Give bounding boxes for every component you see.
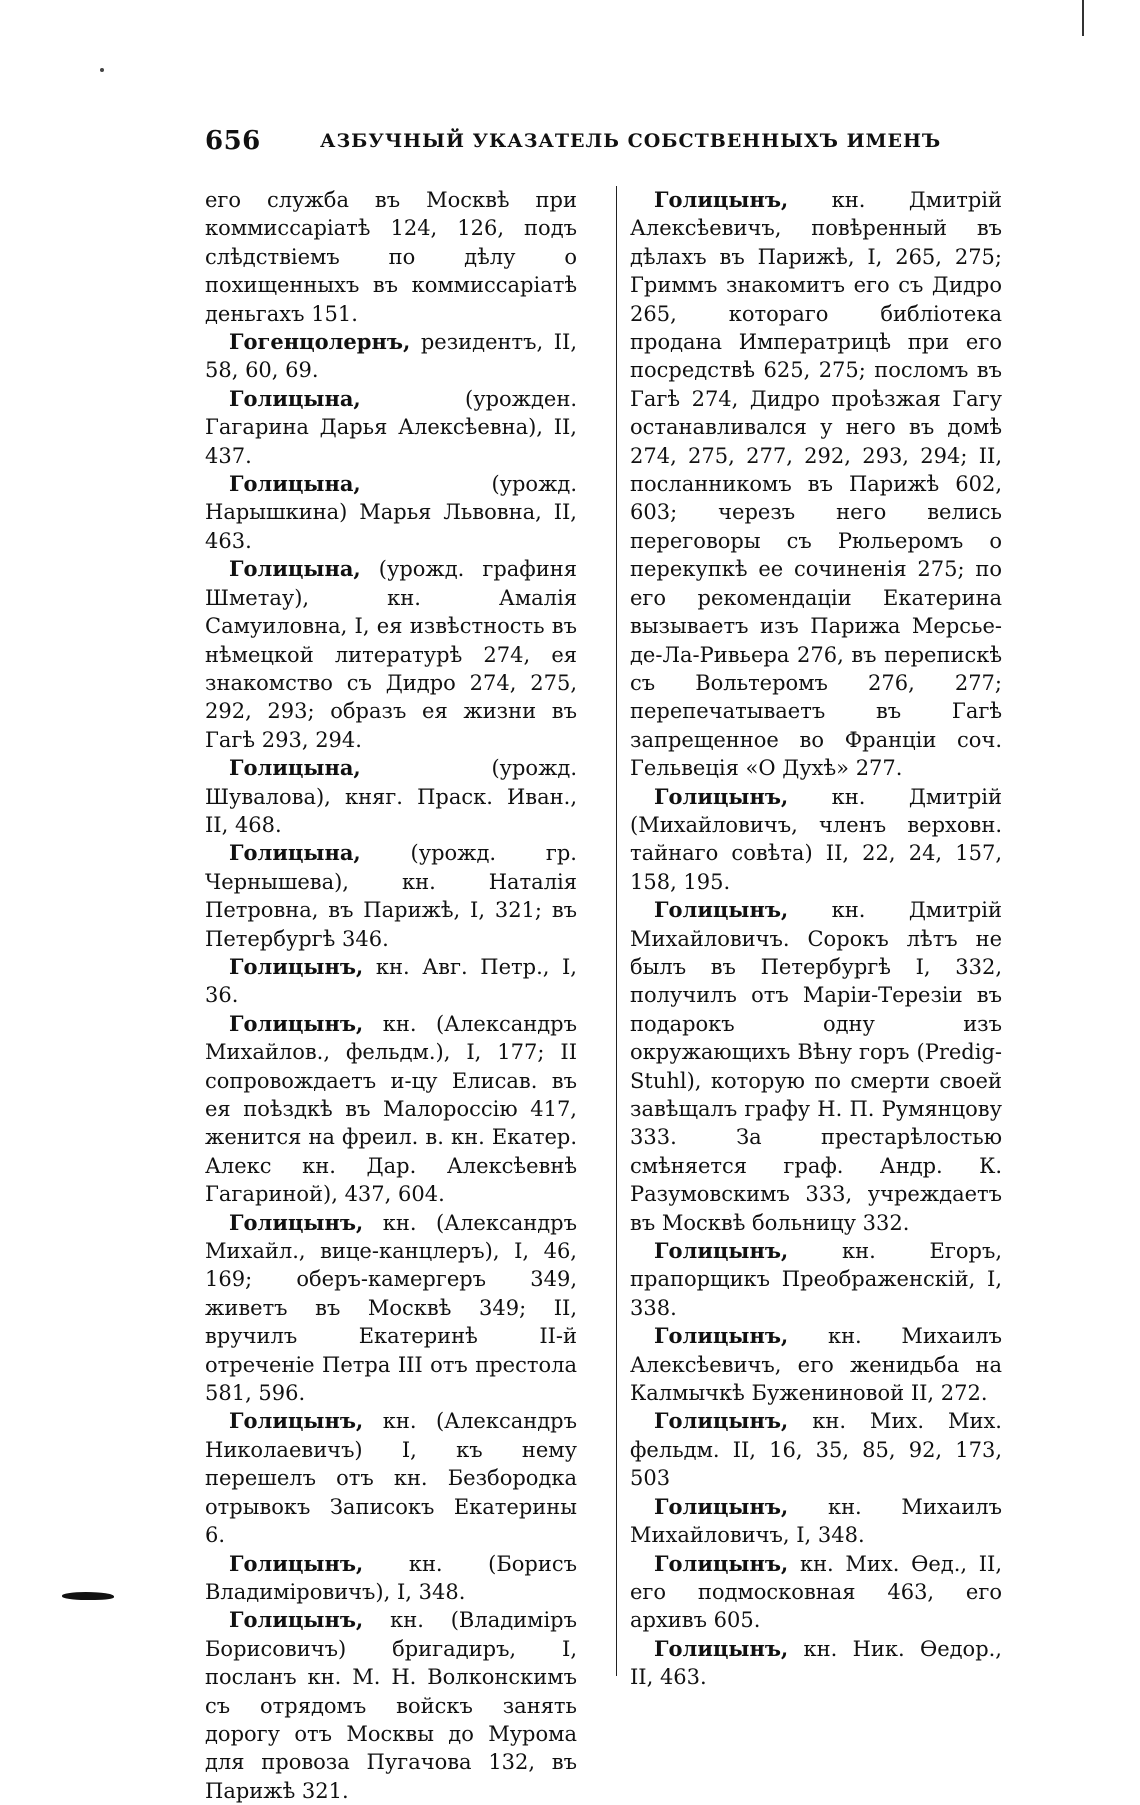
- index-entry: [205, 1209, 577, 1408]
- entry-text: (урожд. графиня Шметау), кн. Амалія Самуиловна, I, ея извѣстность въ нѣмецкой литературѣ 274, ея знакомство съ Дидро 274, 275, 292, 293; образъ ея жизни въ Гагѣ 293, 294.: [205, 557, 577, 752]
- entry-headword: Голицынъ,: [654, 783, 789, 809]
- entry-headword: Голицынъ,: [229, 953, 364, 979]
- index-entry: [630, 1407, 1002, 1492]
- column-divider: [616, 186, 617, 1676]
- index-entry: [205, 186, 577, 328]
- entry-headword: Голицына,: [229, 471, 361, 497]
- entry-headword: Голицынъ,: [654, 897, 789, 923]
- index-entry: [630, 1550, 1002, 1635]
- index-entry: [630, 896, 1002, 1237]
- entry-headword: Голицынъ,: [229, 1550, 364, 1576]
- page-number: 656: [205, 126, 261, 156]
- index-entry: [630, 783, 1002, 897]
- entry-headword: Голицынъ,: [654, 1635, 789, 1661]
- index-entry: [205, 839, 577, 953]
- entry-text: кн. Михаилъ Алексѣевичъ, его женидьба на Калмычкѣ Бужениновой II, 272.: [630, 1324, 1002, 1406]
- index-entry: [205, 555, 577, 754]
- entry-text: кн. Авг. Петр., I, 36.: [205, 954, 577, 1008]
- entry-headword: Гогенцолернъ,: [229, 329, 411, 355]
- index-entry: [630, 186, 1002, 783]
- index-entry: [630, 1493, 1002, 1550]
- entry-text: кн. Мих. Ѳед., II, его подмосковная 463, его архивъ 605.: [630, 1551, 1002, 1633]
- entry-text: (урожд. гр. Чернышева), кн. Наталія Петровна, въ Парижѣ, I, 321; въ Петербургѣ 346.: [205, 841, 577, 951]
- entry-headword: Голицынъ,: [654, 1493, 789, 1519]
- index-entry: [205, 754, 577, 839]
- index-entry: [205, 953, 577, 1010]
- entry-text: (урожд. Нарышкина) Марья Львовна, II, 463.: [205, 472, 577, 553]
- entry-text: кн. Михаилъ Михайловичъ, I, 348.: [630, 1494, 1002, 1548]
- ink-blot: [62, 1592, 114, 1600]
- entry-text: его служба въ Москвѣ при коммиссаріатѣ 124, 126, подъ слѣдствіемъ по дѣлу о похищенныхъ въ коммиссаріатѣ деньгахъ 151.: [205, 188, 577, 326]
- entry-text: кн. Егоръ, прапорщикъ Преображенскій, I, 338.: [630, 1239, 1002, 1320]
- index-entry: [205, 1010, 577, 1209]
- ink-speck: [100, 68, 104, 72]
- entry-headword: Голицына,: [229, 840, 361, 866]
- entry-headword: Голицынъ,: [229, 1010, 364, 1036]
- index-column-right: [630, 186, 1002, 1692]
- entry-text: резидентъ, II, 58, 60, 69.: [205, 330, 577, 383]
- entry-text: кн. (Александръ Николаевичъ) I, къ нему перешелъ отъ кн. Безбородка отрывокъ Записокъ Екатерины 6.: [205, 1409, 577, 1548]
- index-entry: [205, 1550, 577, 1607]
- entry-headword: Голицынъ,: [654, 187, 789, 212]
- entry-text: кн. (Борисъ Владиміровичъ), I, 348.: [205, 1551, 577, 1604]
- index-entry: [205, 385, 577, 470]
- entry-headword: Голицынъ,: [654, 1238, 789, 1264]
- entry-text: (урожден. Гагарина Дарья Алексѣевна), II, 437.: [205, 386, 577, 468]
- index-entry: [205, 328, 577, 385]
- entry-headword: Голицына,: [229, 385, 361, 411]
- entry-text: кн. (Александръ Михайл., вице-канцлеръ), I, 46, 169; оберъ-камергеръ 349, живетъ въ Москвѣ 349; II, вручилъ Екатеринѣ II-й отреченіе Петра III отъ престола 581, 596.: [205, 1210, 577, 1406]
- entry-headword: Голицынъ,: [654, 1408, 789, 1434]
- entry-headword: Голицынъ,: [229, 1408, 364, 1434]
- running-head: АЗБУЧНЫЙ УКАЗАТЕЛЬ СОБСТВЕННЫХЪ ИМЕНЪ: [320, 130, 942, 152]
- index-entry: [205, 1407, 577, 1549]
- index-entry: [630, 1635, 1002, 1692]
- index-entry: [205, 1606, 577, 1805]
- entry-text: кн. (Александръ Михайлов., фельдм.), I, 177; II сопровождаетъ и-цу Елисав. въ ея поѣздкѣ въ Малороссію 417, женится на фреил. в. кн. Екатер. Алекс кн. Дар. Алексѣевнѣ Гагариной), 437, 604.: [205, 1011, 577, 1207]
- entry-headword: Голицынъ,: [229, 1607, 364, 1633]
- entry-headword: Голицынъ,: [654, 1323, 789, 1349]
- index-entry: [630, 1237, 1002, 1322]
- index-entry: [630, 1322, 1002, 1407]
- entry-text: (урожд. Шувалова), княг. Праск. Иван., II, 468.: [205, 756, 577, 837]
- entry-text: кн. Мих. Мих. фельдм. II, 16, 35, 85, 92, 173, 503: [630, 1409, 1002, 1491]
- page-header: [205, 126, 960, 166]
- index-entry: [205, 470, 577, 555]
- index-column-left: [205, 186, 577, 1805]
- page-edge-mark: [1082, 0, 1084, 36]
- entry-text: кн. Дмитрій (Михайловичъ, членъ верховн. тайнаго совѣта) II, 22, 24, 157, 158, 195.: [630, 784, 1002, 894]
- entry-text: кн. Дмитрій Алексѣевичъ, повѣренный въ дѣлахъ въ Парижѣ, I, 265, 275; Гриммъ знакомитъ его съ Дидро 265, котораго библіотека продана Императрицѣ при его посредствѣ 625, 275; посломъ въ Гагѣ 274, Дидро проѣзжая Гагу останавливался у него въ домѣ 274, 275, 277, 292, 293, 294; II, посланникомъ въ Парижѣ 602, 603; черезъ него велись переговоры съ Рюльеромъ о перекупкѣ ее сочиненія 275; по его рекомендаціи Екатерина вызываетъ изъ Парижа Мерсье-де-Ла-Ривьера 276, въ перепискѣ съ Вольтеромъ 276, 277; перепечатываетъ въ Гагѣ запрещенное во Франціи соч. Гельвеція «О Духѣ» 277.: [630, 188, 1002, 781]
- entry-headword: Голицына,: [229, 755, 361, 781]
- entry-text: кн. (Владиміръ Борисовичъ) бригадиръ, I, посланъ кн. М. Н. Волконскимъ съ отрядомъ войскъ занять дорогу отъ Москвы до Мурома для провоза Пугачова 132, въ Парижѣ 321.: [205, 1608, 577, 1803]
- entry-text: кн. Дмитрій Михайловичъ. Сорокъ лѣтъ не былъ въ Петербургѣ I, 332, получилъ отъ Маріи-Терезіи въ подарокъ одну изъ окружающихъ Вѣну горъ (Predig-Stuhl), которую по смерти своей завѣщалъ графу Н. П. Румянцову 333. За престарѣлостью смѣняется граф. Андр. К. Разумовскимъ 333, учреждаетъ въ Москвѣ больницу 332.: [630, 898, 1002, 1235]
- entry-text: кн. Ник. Ѳедор., II, 463.: [630, 1636, 1002, 1690]
- entry-headword: Голицынъ,: [229, 1209, 364, 1235]
- entry-headword: Голицынъ,: [654, 1550, 789, 1576]
- entry-headword: Голицына,: [229, 556, 361, 582]
